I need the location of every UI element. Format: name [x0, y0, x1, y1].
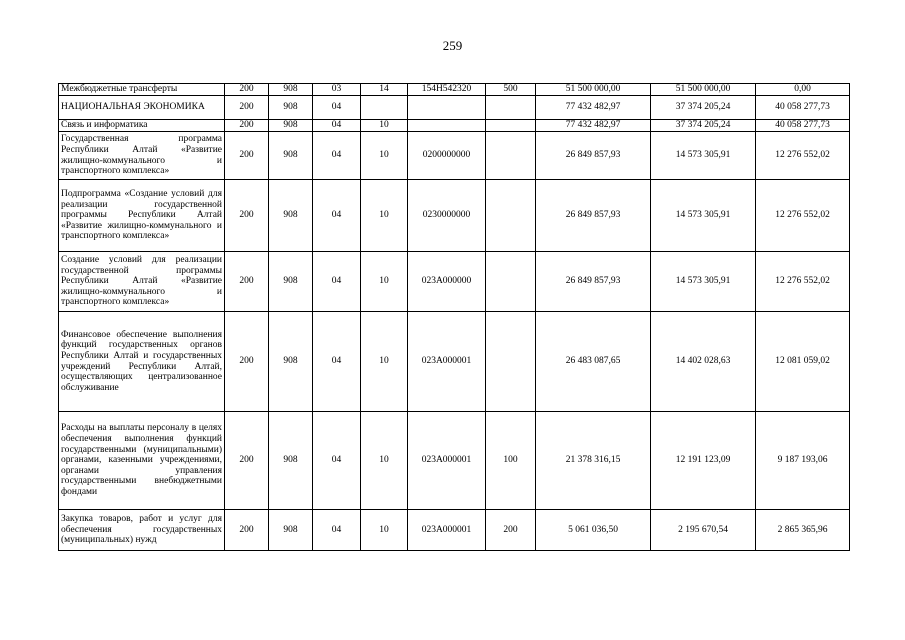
row-name: Закупка товаров, работ и услуг для обеспечения государственных (муниципальных) нужд: [59, 510, 225, 551]
table-row: [59, 180, 850, 252]
col-amount-total: 21 378 316,15: [536, 412, 651, 510]
col-admin-code: 200: [225, 412, 269, 510]
col-ministry-code: 908: [269, 252, 313, 312]
col-ministry-code: 908: [269, 412, 313, 510]
col-target-code: 0200000000: [408, 132, 486, 180]
col-subsection: 10: [361, 180, 408, 252]
col-ministry-code: 908: [269, 510, 313, 551]
col-amount-2: 37 374 205,24: [651, 120, 756, 132]
col-amount-2: 51 500 000,00: [651, 84, 756, 96]
col-expense-type: [486, 96, 536, 120]
table-row: [59, 84, 850, 96]
col-target-code: 023А000000: [408, 252, 486, 312]
col-section: 04: [313, 252, 361, 312]
col-admin-code: 200: [225, 180, 269, 252]
col-amount-total: 26 483 087,65: [536, 312, 651, 412]
col-subsection: 10: [361, 120, 408, 132]
col-amount-2: 14 402 028,63: [651, 312, 756, 412]
col-amount-total: 5 061 036,50: [536, 510, 651, 551]
col-section: 04: [313, 120, 361, 132]
budget-table-body: [59, 84, 850, 551]
col-amount-2: 14 573 305,91: [651, 252, 756, 312]
budget-table: [58, 83, 850, 551]
col-amount-2: 37 374 205,24: [651, 96, 756, 120]
col-amount-3: 0,00: [756, 84, 850, 96]
col-amount-3: 12 081 059,02: [756, 312, 850, 412]
row-name: НАЦИОНАЛЬНАЯ ЭКОНОМИКА: [59, 96, 225, 120]
col-section: 04: [313, 180, 361, 252]
row-name: Подпрограмма «Создание условий для реализации государственной программы Республики Алтай «Развитие жилищно-коммунального и транспортного комплекса»: [59, 180, 225, 252]
col-expense-type: [486, 180, 536, 252]
row-name: Межбюджетные трансферты: [59, 84, 225, 96]
table-row: [59, 132, 850, 180]
col-admin-code: 200: [225, 252, 269, 312]
col-amount-total: 51 500 000,00: [536, 84, 651, 96]
table-row: [59, 252, 850, 312]
col-amount-3: 12 276 552,02: [756, 132, 850, 180]
col-target-code: 154H542320: [408, 84, 486, 96]
col-amount-2: 14 573 305,91: [651, 132, 756, 180]
col-subsection: 10: [361, 252, 408, 312]
table-row: [59, 510, 850, 551]
col-ministry-code: 908: [269, 132, 313, 180]
col-expense-type: 200: [486, 510, 536, 551]
col-amount-3: 12 276 552,02: [756, 252, 850, 312]
col-amount-total: 77 432 482,97: [536, 120, 651, 132]
col-admin-code: 200: [225, 510, 269, 551]
col-subsection: 10: [361, 132, 408, 180]
col-section: 04: [313, 510, 361, 551]
table-row: [59, 120, 850, 132]
table-row: [59, 96, 850, 120]
col-amount-total: 26 849 857,93: [536, 252, 651, 312]
row-name: Создание условий для реализации государственной программы Республики Алтай «Развитие жилищно-коммунального и транспортного комплекса»: [59, 252, 225, 312]
col-target-code: 023А000001: [408, 312, 486, 412]
col-section: 04: [313, 132, 361, 180]
col-subsection: [361, 96, 408, 120]
col-amount-3: 12 276 552,02: [756, 180, 850, 252]
table-row: [59, 412, 850, 510]
table-row: [59, 312, 850, 412]
col-amount-2: 2 195 670,54: [651, 510, 756, 551]
col-expense-type: [486, 252, 536, 312]
col-amount-3: 40 058 277,73: [756, 120, 850, 132]
col-amount-total: 26 849 857,93: [536, 132, 651, 180]
col-section: 04: [313, 412, 361, 510]
col-admin-code: 200: [225, 96, 269, 120]
col-subsection: 10: [361, 510, 408, 551]
col-amount-3: 9 187 193,06: [756, 412, 850, 510]
col-ministry-code: 908: [269, 120, 313, 132]
row-name: Финансовое обеспечение выполнения функций государственных органов Республики Алтай и государственных учреждений Республики Алтай, осуществляющих централизованное обслуживание: [59, 312, 225, 412]
row-name: Расходы на выплаты персоналу в целях обеспечения выполнения функций государственными (муниципальными) органами, казенными учреждениями, органами управления государственными внебюджетными фондами: [59, 412, 225, 510]
col-expense-type: [486, 132, 536, 180]
col-expense-type: 500: [486, 84, 536, 96]
col-section: 03: [313, 84, 361, 96]
col-target-code: [408, 120, 486, 132]
row-name: Связь и информатика: [59, 120, 225, 132]
col-ministry-code: 908: [269, 84, 313, 96]
row-name: Государственная программа Республики Алтай «Развитие жилищно-коммунального и транспортного комплекса»: [59, 132, 225, 180]
col-admin-code: 200: [225, 132, 269, 180]
col-target-code: 023А000001: [408, 412, 486, 510]
col-admin-code: 200: [225, 120, 269, 132]
col-ministry-code: 908: [269, 180, 313, 252]
col-expense-type: 100: [486, 412, 536, 510]
col-amount-3: 2 865 365,96: [756, 510, 850, 551]
page-number: 259: [442, 38, 463, 53]
col-subsection: 10: [361, 412, 408, 510]
col-amount-2: 12 191 123,09: [651, 412, 756, 510]
col-expense-type: [486, 120, 536, 132]
col-amount-total: 26 849 857,93: [536, 180, 651, 252]
col-admin-code: 200: [225, 84, 269, 96]
col-amount-2: 14 573 305,91: [651, 180, 756, 252]
col-section: 04: [313, 96, 361, 120]
col-amount-3: 40 058 277,73: [756, 96, 850, 120]
col-target-code: [408, 96, 486, 120]
col-ministry-code: 908: [269, 96, 313, 120]
col-section: 04: [313, 312, 361, 412]
col-amount-total: 77 432 482,97: [536, 96, 651, 120]
col-target-code: 0230000000: [408, 180, 486, 252]
col-subsection: 10: [361, 312, 408, 412]
col-target-code: 023А000001: [408, 510, 486, 551]
col-ministry-code: 908: [269, 312, 313, 412]
col-admin-code: 200: [225, 312, 269, 412]
col-subsection: 14: [361, 84, 408, 96]
col-expense-type: [486, 312, 536, 412]
